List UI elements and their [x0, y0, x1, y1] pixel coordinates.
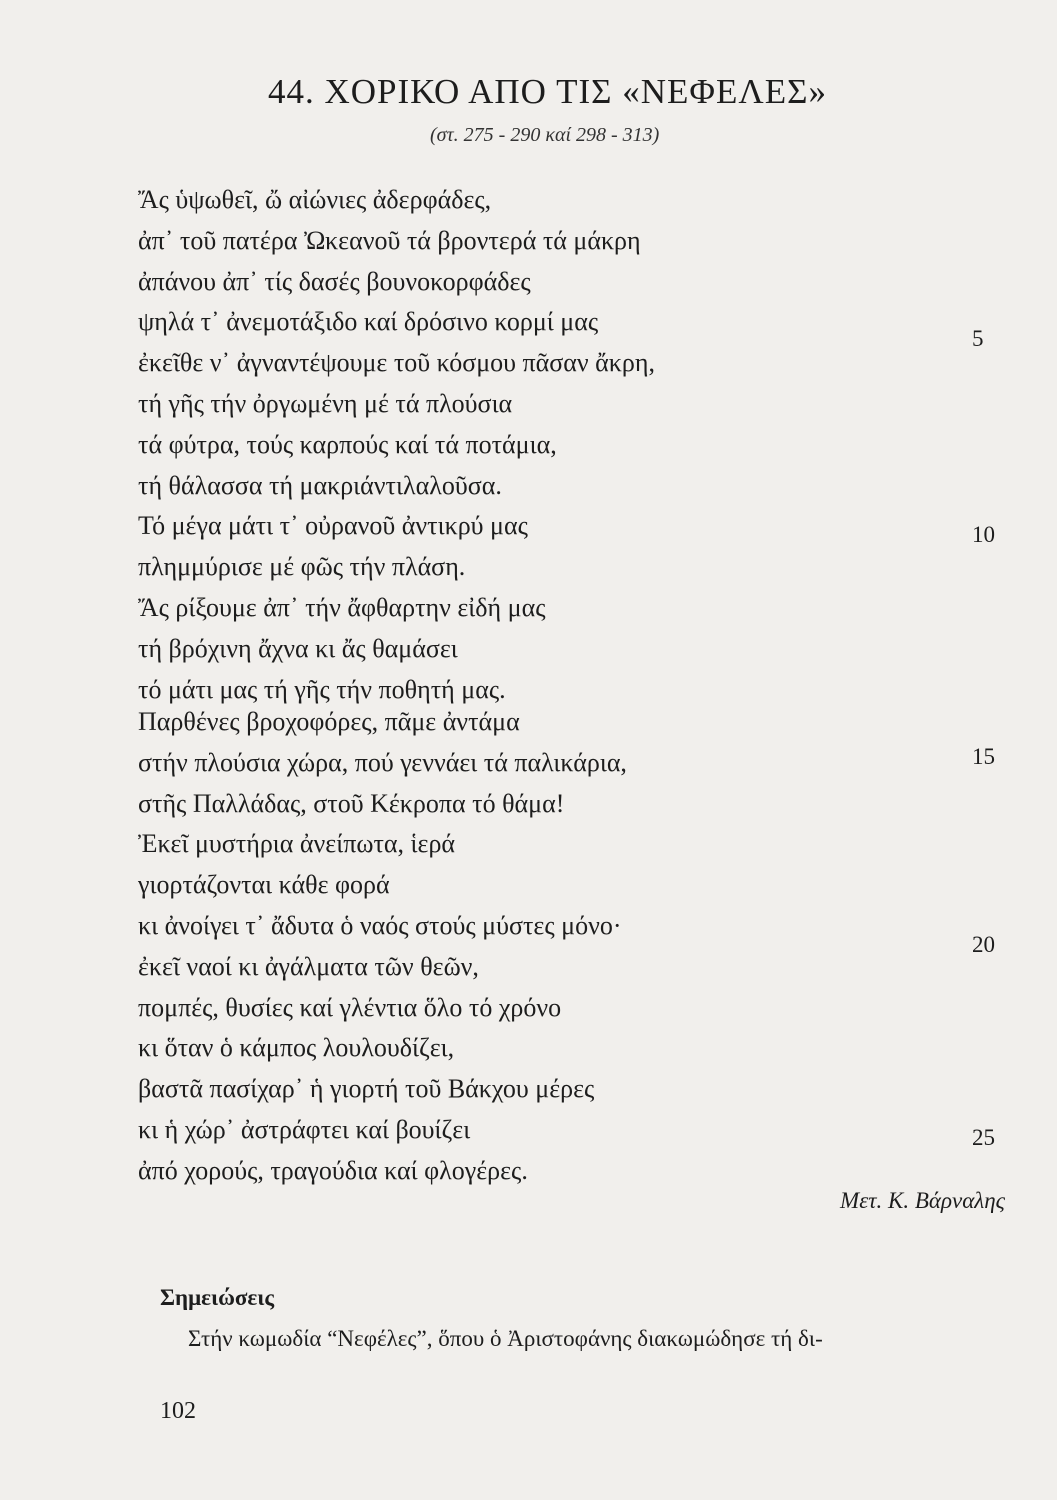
translator-credit: Μετ. Κ. Βάρναλης: [840, 1188, 1005, 1213]
poem-line: Ἄς ὑψωθεῖ, ὤ αἰώνιες ἀδερφάδες,: [138, 185, 492, 214]
poem-line: τή γῆς τήν ὀργωμένη μέ τά πλούσια: [138, 388, 513, 418]
poem-line: πλημμύρισε μέ φῶς τήν πλάση.: [138, 552, 466, 582]
stanza-2: [138, 702, 627, 1192]
poem-line: τό μάτι μας τή γῆς τήν ποθητή μας.: [138, 674, 506, 704]
poem-line: βαστᾶ πασίχαρ᾽ ἡ γιορτή τοῦ Βάκχου μέρες: [138, 1074, 595, 1104]
poem-line: πομπές, θυσίες καί γλέντια ὅλο τό χρόνο: [138, 992, 562, 1022]
line-number: 5: [972, 326, 984, 351]
poem-line: τή βρόχινη ἄχνα κι ἄς θαμάσει: [138, 633, 458, 663]
poem-line: Ἄς ρίξουμε ἀπ᾽ τήν ἄφθαρτην εἰδή μας: [138, 592, 546, 622]
line-number: 20: [972, 932, 995, 957]
page-number: 102: [160, 1398, 196, 1424]
poem-line: Τό μέγα μάτι τ᾽ οὐρανοῦ ἀντικρύ μας: [138, 511, 528, 541]
poem-line: ἐκεῖ ναοί κι ἀγάλματα τῶν θεῶν,: [138, 951, 479, 981]
line-number: 10: [972, 522, 995, 547]
poem-line: ψηλά τ᾽ ἀνεμοτάξιδο καί δρόσινο κορμί μας: [138, 307, 599, 337]
verse-range-subtitle: (στ. 275 - 290 καί 298 - 313): [430, 124, 660, 146]
poem-line: Παρθένες βροχοφόρες, πᾶμε ἀντάμα: [138, 707, 520, 736]
poem-line: ἀπό χορούς, τραγούδια καί φλογέρες.: [138, 1155, 528, 1185]
poem-line: στῆς Παλλάδας, στοῦ Κέκροπα τό θάμα!: [138, 788, 565, 818]
poem-line: ἀπ᾽ τοῦ πατέρα Ὠκεανοῦ τά βροντερά τά μάκρη: [138, 225, 641, 255]
poem-title: 44. ΧΟΡΙΚΟ ΑΠΟ ΤΙΣ «ΝΕΦΕΛΕΣ»: [268, 72, 827, 111]
poem-line: γιορτάζονται κάθε φορά: [138, 870, 390, 900]
poem-line: στήν πλούσια χώρα, πού γεννάει τά παλικάρια,: [138, 747, 627, 777]
poem-line: τά φύτρα, τούς καρπούς καί τά ποτάμια,: [138, 429, 557, 459]
poem-line: κι ἀνοίγει τ᾽ ἄδυτα ὁ ναός στούς μύστες μόνο·: [138, 910, 622, 940]
poem-line: ἀπάνου ἀπ᾽ τίς δασές βουνοκορφάδες: [138, 266, 531, 296]
poem-line: τή θάλασσα τή μακριάντιλαλοῦσα.: [138, 470, 502, 500]
notes-heading: Σημειώσεις: [160, 1285, 275, 1310]
line-number: 15: [972, 744, 995, 769]
notes-text: Στήν κωμωδία “Νεφέλες”, ὅπου ὁ Ἀριστοφάνης διακωμώδησε τή δι-: [188, 1326, 823, 1351]
poem-line: ἐκεῖθε ν᾽ ἀγναντέψουμε τοῦ κόσμου πᾶσαν ἄκρη,: [138, 348, 655, 378]
stanza-1: [138, 180, 655, 710]
poem-line: Ἐκεῖ μυστήρια ἀνείπωτα, ἱερά: [138, 829, 456, 859]
poem-line: κι ἡ χώρ᾽ ἀστράφτει καί βουίζει: [138, 1114, 471, 1144]
line-number: 25: [972, 1125, 995, 1150]
poem-line: κι ὅταν ὁ κάμπος λουλουδίζει,: [138, 1033, 455, 1063]
